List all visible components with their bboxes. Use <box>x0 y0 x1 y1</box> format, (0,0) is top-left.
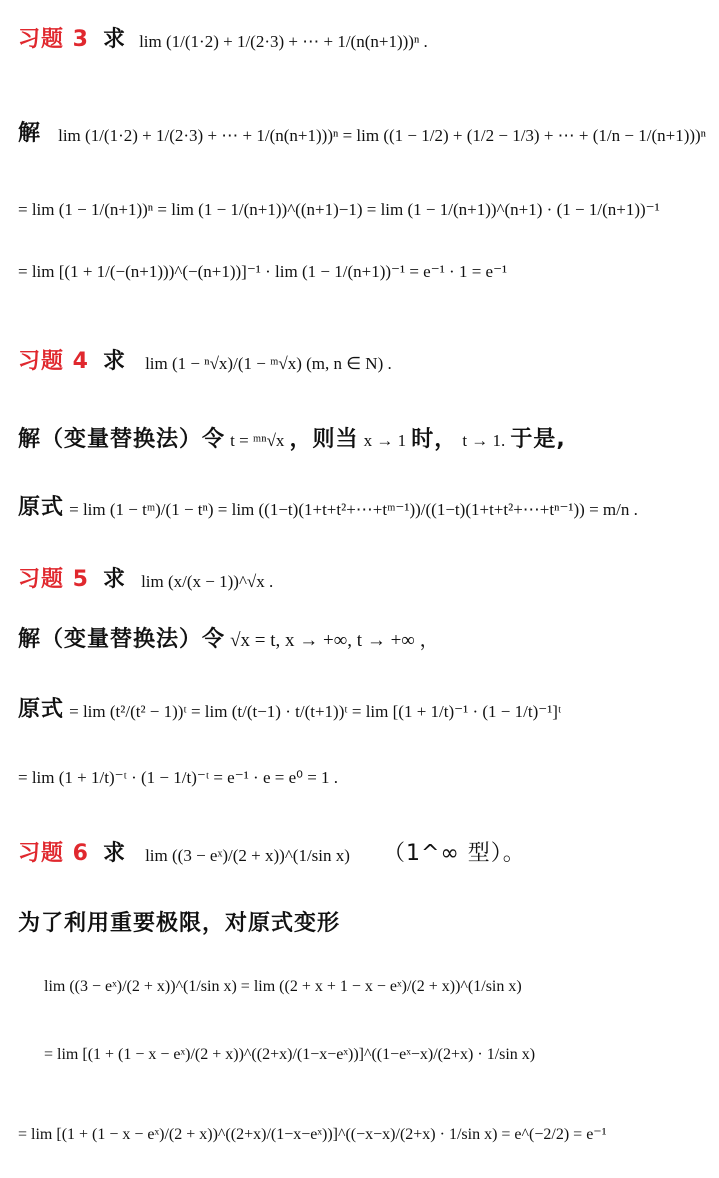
ex6-qiu: 求 <box>102 841 126 866</box>
ex5-label: 习题 5 <box>18 567 89 592</box>
ex4-intro-b: ，则当 <box>289 427 359 452</box>
ex3-solution-line1 <box>18 116 706 147</box>
ex5-step2: = lim (1 + 1/t)⁻ᵗ · (1 − 1/t)⁻ᵗ = e⁻¹ · e = e⁰ = 1 . <box>18 768 339 787</box>
ex6-step2: = lim [(1 + (1 − x − eˣ)/(2 + x))^((2+x)/(1−x−eˣ))]^((1−eˣ−x)/(2+x) · 1/sin x) <box>44 1046 536 1063</box>
ex3-question-line <box>18 22 428 53</box>
ex3-step2: = lim (1 − 1/(n+1))ⁿ = lim (1 − 1/(n+1))^((n+1)−1) = lim (1 − 1/(n+1))^(n+1) · (1 − 1/(n+1))⁻¹ <box>18 200 660 219</box>
ex6-type-note: （1^∞ 型）。 <box>383 841 526 866</box>
ex4-qiu: 求 <box>102 349 126 374</box>
ex6-question-formula: lim ((3 − eˣ)/(2 + x))^(1/sin x) <box>145 845 350 865</box>
ex5-question-line <box>18 562 273 593</box>
ex4-intro-d: 于是, <box>510 427 566 452</box>
ex5-step1-line <box>18 692 561 723</box>
ex5-qiu: 求 <box>102 567 126 592</box>
ex6-intro: 为了利用重要极限，对原式变形 <box>18 911 341 936</box>
ex4-sub-t1: t → 1. <box>462 431 506 450</box>
ex3-jie: 解 <box>18 121 42 146</box>
ex4-label: 习题 4 <box>18 349 89 374</box>
ex5-step1: = lim (t²/(t² − 1))ᵗ = lim (t/(t−1) · t/(t+1))ᵗ = lim [(1 + 1/t)⁻¹ · (1 − 1/t)⁻¹]ᵗ <box>69 701 562 721</box>
ex3-qiu: 求 <box>102 27 126 52</box>
ex6-step1: lim ((3 − eˣ)/(2 + x))^(1/sin x) = lim ((2 + x + 1 − x − eˣ)/(2 + x))^(1/sin x) <box>44 978 522 995</box>
ex3-label: 习题 3 <box>18 27 89 52</box>
ex4-solution-intro <box>18 422 566 453</box>
ex4-intro-a: 解（变量替换法）令 <box>18 427 226 452</box>
ex4-sub-t: t = ᵐⁿ√x <box>230 431 285 450</box>
ex5-orig: 原式 <box>18 697 65 722</box>
ex5-sub: √x = t, x → +∞, t → +∞ ， <box>230 630 439 651</box>
ex5-solution-intro <box>18 622 439 653</box>
ex4-result: = lim (1 − tᵐ)/(1 − tⁿ) = lim ((1−t)(1+t+t²+⋯+tᵐ⁻¹))/((1−t)(1+t+t²+⋯+tⁿ⁻¹)) = m/n . <box>69 499 638 519</box>
ex4-result-line <box>18 490 638 521</box>
ex6-question-line <box>18 836 526 867</box>
ex6-label: 习题 6 <box>18 841 89 866</box>
ex3-step1: lim (1/(1·2) + 1/(2·3) + ⋯ + 1/(n(n+1)))ⁿ = lim ((1 − 1/2) + (1/2 − 1/3) + ⋯ + (1/n − 1/(n+1)))ⁿ <box>58 125 707 145</box>
ex6-step3: = lim [(1 + (1 − x − eˣ)/(2 + x))^((2+x)/(1−x−eˣ))]^((−x−x)/(2+x) · 1/sin x) = e^(−2/2) = e⁻¹ <box>18 1126 607 1143</box>
ex4-question-line <box>18 344 392 375</box>
ex5-question-formula: lim (x/(x − 1))^√x . <box>141 571 274 591</box>
ex4-intro-c: 时， <box>411 427 458 452</box>
ex4-orig: 原式 <box>18 495 65 520</box>
ex3-step3: = lim [(1 + 1/(−(n+1)))^(−(n+1))]⁻¹ · lim (1 − 1/(n+1))⁻¹ = e⁻¹ · 1 = e⁻¹ <box>18 262 508 281</box>
ex4-sub-x: x → 1 <box>363 431 407 450</box>
ex5-sol-intro: 解（变量替换法）令 <box>18 627 226 652</box>
ex3-question-formula: lim (1/(1·2) + 1/(2·3) + ⋯ + 1/(n(n+1)))ⁿ . <box>139 31 428 51</box>
ex4-question-formula: lim (1 − ⁿ√x)/(1 − ᵐ√x) (m, n ∈ N) . <box>145 353 392 373</box>
